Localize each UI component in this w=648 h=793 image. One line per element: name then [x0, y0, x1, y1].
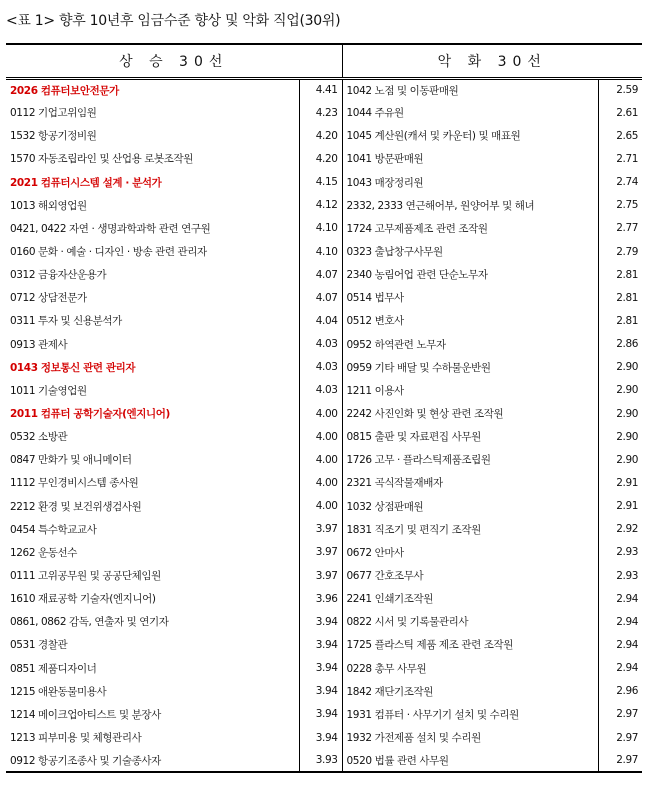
- table-caption: <표 1> 향후 10년후 임금수준 향상 및 악화 직업(30위): [6, 13, 341, 29]
- falling-occupation: 0677 간호조무사: [346, 570, 424, 583]
- rising-score: 4.41: [299, 78, 342, 101]
- rising-score: 3.94: [299, 657, 342, 680]
- table-row: [6, 101, 642, 124]
- table-row: [6, 309, 642, 332]
- table-row: [6, 541, 642, 564]
- falling-score: 2.91: [598, 495, 642, 518]
- falling-occupation: 2241 인쇄기조작원: [346, 593, 434, 606]
- falling-score: 2.90: [598, 356, 642, 379]
- rising-score: 4.20: [299, 147, 342, 170]
- falling-occupation: 2321 곡식작물재배자: [346, 477, 443, 490]
- table-row: [6, 78, 642, 101]
- falling-occupation: 2340 농림어업 관련 단순노무자: [346, 269, 488, 282]
- falling-occupation: 1726 고무 · 플라스틱제품조립원: [346, 454, 491, 467]
- falling-occupation: 0672 안마사: [346, 546, 404, 559]
- table-row: [6, 240, 642, 263]
- falling-occupation: 0512 변호사: [346, 315, 404, 328]
- falling-score: 2.77: [598, 217, 642, 240]
- header-rising: 상 승 30선: [6, 44, 342, 78]
- falling-score: 2.81: [598, 309, 642, 332]
- rising-occupation: 0160 문화 · 예술 · 디자인 · 방송 관련 관리자: [10, 246, 207, 259]
- rising-occupation: 1112 무인경비시스템 종사원: [10, 477, 139, 490]
- falling-occupation: 1032 상점판매원: [346, 500, 424, 513]
- table-row: [6, 564, 642, 587]
- falling-occupation: 0323 출납창구사무원: [346, 246, 443, 259]
- table-row: [6, 448, 642, 471]
- rising-score: 3.97: [299, 541, 342, 564]
- rising-occupation: 2021 컴퓨터시스템 설계 · 분석가: [10, 176, 162, 189]
- table-row: [6, 680, 642, 703]
- falling-score: 2.61: [598, 101, 642, 124]
- table-row: [6, 333, 642, 356]
- rising-score: 3.96: [299, 587, 342, 610]
- table-row: [6, 749, 642, 772]
- falling-score: 2.92: [598, 518, 642, 541]
- rising-score: 4.03: [299, 379, 342, 402]
- rising-occupation: 0712 상담전문가: [10, 292, 87, 305]
- table-row: [6, 518, 642, 541]
- rising-occupation: 1570 자동조립라인 및 산업용 로봇조작원: [10, 153, 194, 166]
- falling-occupation: 2332, 2333 연근해어부, 원양어부 및 해녀: [346, 199, 535, 212]
- falling-score: 2.75: [598, 194, 642, 217]
- rising-score: 4.00: [299, 425, 342, 448]
- rising-occupation: 0421, 0422 자연 · 생명과학과학 관련 연구원: [10, 222, 211, 235]
- table-row: [6, 633, 642, 656]
- falling-score: 2.94: [598, 610, 642, 633]
- rising-score: 4.00: [299, 471, 342, 494]
- table-row: [6, 171, 642, 194]
- rising-occupation: 0532 소방관: [10, 431, 68, 444]
- rising-occupation: 0913 관제사: [10, 338, 68, 351]
- rising-occupation: 1013 해외영업원: [10, 199, 87, 212]
- rising-score: 3.97: [299, 518, 342, 541]
- wage-outlook-table: [6, 43, 642, 773]
- table-row: [6, 124, 642, 147]
- rising-score: 4.00: [299, 448, 342, 471]
- rising-score: 3.94: [299, 726, 342, 749]
- falling-score: 2.97: [598, 703, 642, 726]
- table-row: [6, 194, 642, 217]
- rising-occupation: 0454 특수학교교사: [10, 523, 97, 536]
- rising-score: 4.03: [299, 356, 342, 379]
- rising-score: 3.93: [299, 749, 342, 772]
- falling-occupation: 1044 주유원: [346, 107, 404, 120]
- table-header-row: [6, 44, 642, 78]
- falling-occupation: 0228 총무 사무원: [346, 662, 427, 675]
- rising-score: 4.12: [299, 194, 342, 217]
- rising-occupation: 1213 피부미용 및 체형관리사: [10, 732, 142, 744]
- table-row: [6, 495, 642, 518]
- falling-score: 2.91: [598, 471, 642, 494]
- rising-score: 3.94: [299, 610, 342, 633]
- table-row: [6, 726, 642, 749]
- rising-score: 4.23: [299, 101, 342, 124]
- falling-score: 2.90: [598, 448, 642, 471]
- falling-occupation: 1211 이용사: [346, 384, 404, 397]
- rising-occupation: 0312 금융자산운용가: [10, 269, 107, 282]
- table-row: [6, 610, 642, 633]
- rising-occupation: 2026 컴퓨터보안전문가: [10, 84, 119, 97]
- rising-occupation: 1215 애완동물미용사: [10, 685, 107, 698]
- falling-score: 2.94: [598, 633, 642, 656]
- falling-occupation: 0959 기타 배달 및 수하물운반원: [346, 361, 491, 374]
- falling-score: 2.81: [598, 286, 642, 309]
- rising-occupation: 0112 기업고위임원: [10, 107, 97, 120]
- table-row: [6, 657, 642, 680]
- rising-occupation: 0531 경찰관: [10, 639, 68, 652]
- rising-occupation: 1214 메이크업아티스트 및 분장사: [10, 708, 161, 721]
- table-row: [6, 356, 642, 379]
- falling-occupation: 2242 사진인화 및 현상 관련 조작원: [346, 408, 504, 421]
- falling-score: 2.97: [598, 726, 642, 749]
- falling-score: 2.79: [598, 240, 642, 263]
- falling-occupation: 0514 법무사: [346, 292, 404, 305]
- falling-score: 2.94: [598, 657, 642, 680]
- rising-occupation: 1262 운동선수: [10, 546, 78, 559]
- rising-occupation: 0143 정보통신 관련 관리자: [10, 361, 136, 374]
- falling-occupation: 1042 노점 및 이동판매원: [346, 84, 459, 97]
- rising-occupation: 2011 컴퓨터 공학기술자(엔지니어): [10, 408, 170, 421]
- falling-score: 2.65: [598, 124, 642, 147]
- falling-occupation: 1045 계산원(캐셔 및 카운터) 및 매표원: [346, 130, 521, 143]
- rising-score: 3.94: [299, 680, 342, 703]
- rising-score: 3.97: [299, 564, 342, 587]
- falling-score: 2.93: [598, 541, 642, 564]
- falling-occupation: 1842 재단기조작원: [346, 685, 434, 698]
- falling-occupation: 0822 시서 및 기록물관리사: [346, 616, 469, 629]
- rising-occupation: 1011 기술영업원: [10, 384, 87, 397]
- rising-occupation: 0912 항공기조종사 및 기술종사자: [6, 749, 299, 772]
- table-row: [6, 217, 642, 240]
- table-row: [6, 703, 642, 726]
- falling-score: 2.93: [598, 564, 642, 587]
- falling-occupation: 1932 가전제품 설치 및 수리원: [346, 732, 481, 744]
- table-body: [6, 78, 642, 772]
- falling-occupation: 1043 매장정리원: [346, 176, 424, 189]
- rising-score: 4.00: [299, 495, 342, 518]
- falling-occupation: 1931 컴퓨터 · 사무기기 설치 및 수리원: [346, 708, 519, 721]
- falling-score: 2.86: [598, 333, 642, 356]
- table-row: [6, 402, 642, 425]
- rising-occupation: 2212 환경 및 보건위생검사원: [10, 500, 142, 513]
- table-row: [6, 587, 642, 610]
- falling-occupation: 0952 하역관련 노무자: [346, 338, 446, 351]
- rising-occupation: 1532 항공기정비원: [10, 130, 97, 143]
- falling-score: 2.96: [598, 680, 642, 703]
- rising-score: 4.03: [299, 333, 342, 356]
- rising-score: 4.10: [299, 217, 342, 240]
- rising-occupation: 0851 제품디자이너: [10, 662, 97, 675]
- table-row: [6, 471, 642, 494]
- rising-score: 4.04: [299, 309, 342, 332]
- table-row: [6, 147, 642, 170]
- table-row: [6, 379, 642, 402]
- rising-score: 4.20: [299, 124, 342, 147]
- falling-score: 2.81: [598, 263, 642, 286]
- falling-occupation: 1831 직조기 및 편직기 조작원: [346, 523, 481, 536]
- falling-score: 2.94: [598, 587, 642, 610]
- falling-occupation: 1724 고무제품제조 관련 조작원: [346, 222, 488, 235]
- falling-score: 2.59: [598, 78, 642, 101]
- header-falling: 악 화 30선: [342, 44, 642, 78]
- falling-occupation: 1041 방문판매원: [346, 153, 424, 166]
- rising-score: 3.94: [299, 703, 342, 726]
- falling-score: 2.97: [598, 749, 642, 772]
- falling-occupation: 0815 출판 및 자료편집 사무원: [346, 431, 481, 444]
- rising-occupation: 0111 고위공무원 및 공공단체임원: [10, 570, 161, 583]
- rising-score: 4.00: [299, 402, 342, 425]
- falling-score: 2.71: [598, 147, 642, 170]
- table-row: [6, 263, 642, 286]
- rising-occupation: 1610 재료공학 기술자(엔지니어): [10, 593, 156, 606]
- falling-score: 2.90: [598, 379, 642, 402]
- table-row: [6, 286, 642, 309]
- rising-occupation: 0311 투자 및 신용분석가: [10, 315, 122, 328]
- falling-score: 2.90: [598, 425, 642, 448]
- falling-score: 2.74: [598, 171, 642, 194]
- rising-occupation: 0847 만화가 및 애니메이터: [10, 454, 132, 467]
- rising-score: 4.15: [299, 171, 342, 194]
- falling-score: 2.90: [598, 402, 642, 425]
- falling-occupation: 0520 법률 관련 사무원: [342, 749, 598, 772]
- rising-occupation: 0861, 0862 감독, 연출자 및 연기자: [10, 616, 169, 629]
- rising-score: 4.07: [299, 286, 342, 309]
- rising-score: 4.10: [299, 240, 342, 263]
- rising-score: 3.94: [299, 633, 342, 656]
- table-row: [6, 425, 642, 448]
- rising-score: 4.07: [299, 263, 342, 286]
- falling-occupation: 1725 플라스틱 제품 제조 관련 조작원: [346, 639, 513, 652]
